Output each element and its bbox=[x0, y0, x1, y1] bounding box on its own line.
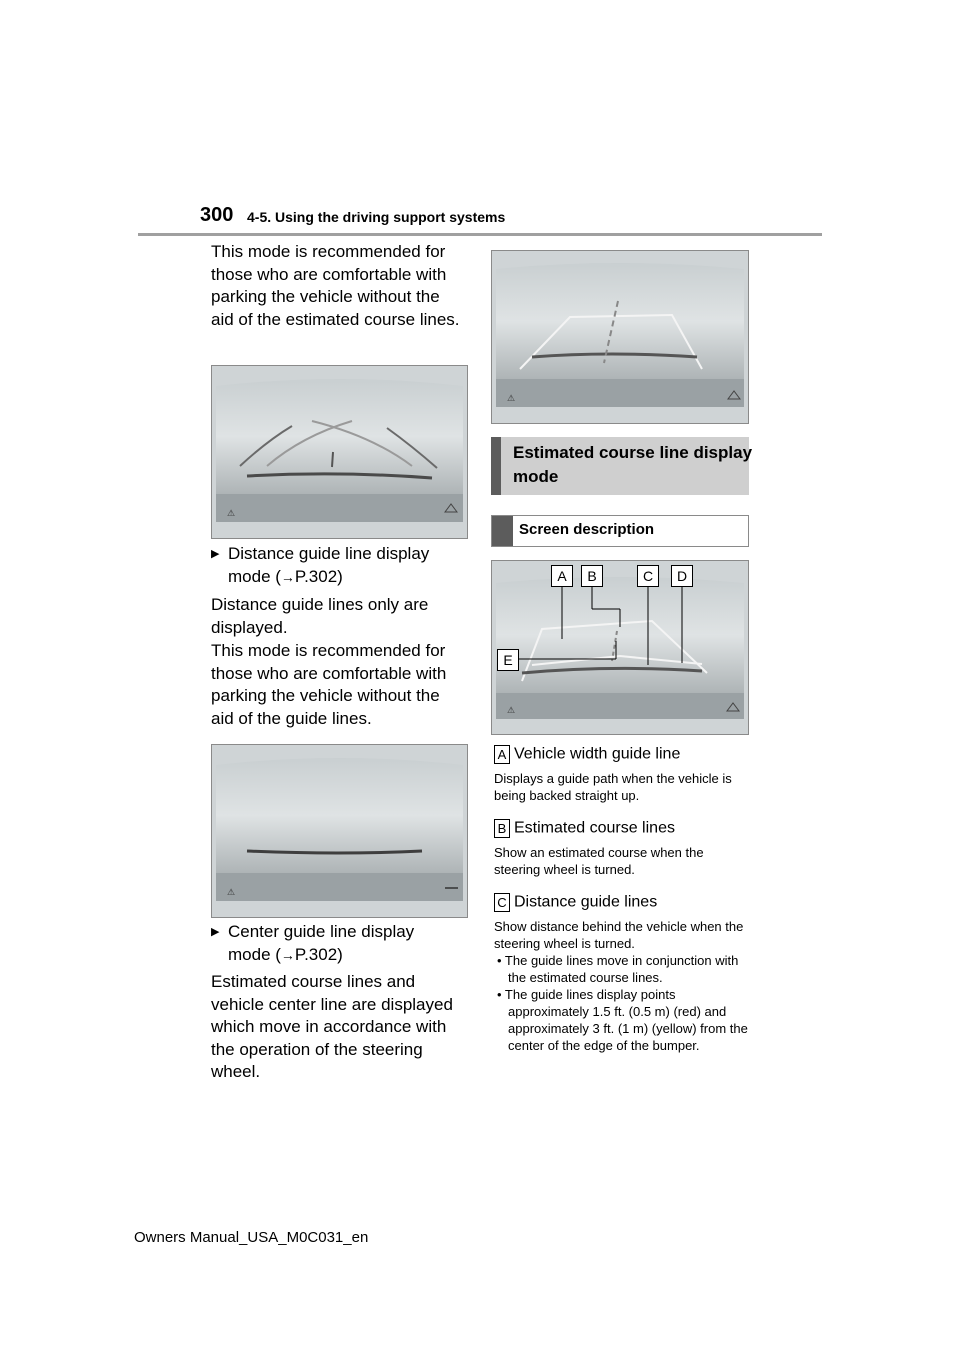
callout-c: C bbox=[637, 565, 659, 587]
svg-text:⚠: ⚠ bbox=[227, 509, 236, 519]
distance-mode-bullet bbox=[211, 543, 458, 588]
legend-item-c bbox=[494, 893, 749, 1054]
distance-mode-desc-1: Distance guide lines only are displayed. bbox=[211, 595, 429, 637]
triangle-bullet-icon: ▶ bbox=[211, 548, 220, 560]
footer-text: Owners Manual_USA_M0C031_en bbox=[134, 1229, 369, 1246]
screen-image-no-course-lines bbox=[211, 365, 468, 539]
center-mode-desc: Estimated course lines and vehicle center line are displayed which move in accordance with the operation of the steering wheel. bbox=[211, 972, 453, 1081]
distance-mode-desc-2: This mode is recommended for those who are comfortable with parking the vehicle without the aid of the guide lines. bbox=[211, 641, 447, 728]
callout-a: A bbox=[551, 565, 573, 587]
legend-item-b bbox=[494, 819, 749, 878]
center-mode-bullet bbox=[211, 921, 458, 966]
legend-title-a: Vehicle width guide line bbox=[514, 745, 681, 763]
subheading-marker bbox=[492, 516, 513, 546]
callout-b: B bbox=[581, 565, 603, 587]
section-title: 4-5. Using the driving support systems bbox=[247, 209, 506, 225]
legend-desc-b: Show an estimated course when the steering wheel is turned. bbox=[494, 845, 704, 877]
legend-desc-a: Displays a guide path when the vehicle is being backed straight up. bbox=[494, 771, 732, 803]
distance-mode-title: Distance guide line display mode ( bbox=[228, 544, 430, 586]
svg-text:⚠: ⚠ bbox=[507, 394, 516, 404]
legend-desc-c: Show distance behind the vehicle when the steering wheel is turned. bbox=[494, 919, 744, 951]
subheading: Screen description bbox=[519, 521, 655, 538]
callout-e: E bbox=[497, 649, 519, 671]
legend-title-b: Estimated course lines bbox=[514, 819, 675, 837]
legend-item-a bbox=[494, 745, 749, 804]
note-item: • The guide lines display points approximately 1.5 ft. (0.5 m) (red) and approximately 3 ft. (1 m) (yellow) from the center of the edge of the bumper. bbox=[497, 987, 748, 1053]
callout-d: D bbox=[671, 565, 693, 587]
section-heading: Estimated course line display mode bbox=[513, 443, 753, 486]
svg-text:⚠: ⚠ bbox=[507, 706, 516, 716]
right-arrow-icon: → bbox=[280, 946, 295, 963]
center-mode-title: Center guide line display mode ( bbox=[228, 922, 415, 964]
triangle-bullet-icon: ▶ bbox=[211, 926, 220, 938]
right-arrow-icon: → bbox=[280, 568, 295, 585]
center-mode-ref[interactable]: P.302) bbox=[294, 944, 343, 964]
screen-image-described bbox=[491, 560, 749, 735]
subheading-box bbox=[491, 515, 749, 547]
header-rule bbox=[138, 233, 822, 236]
legend-tag-a: A bbox=[494, 745, 510, 764]
legend-tag-c: C bbox=[494, 893, 510, 912]
svg-text:⚠: ⚠ bbox=[227, 888, 236, 898]
legend-tag-b: B bbox=[494, 819, 510, 838]
intro-paragraph: This mode is recommended for those who are comfortable with parking the vehicle without the aid of the estimated course lines. bbox=[211, 242, 460, 329]
screen-image-distance-lines bbox=[211, 744, 468, 918]
heading-box bbox=[491, 437, 753, 495]
screen-image-center-lines bbox=[491, 250, 749, 424]
page-number: 300 bbox=[200, 204, 234, 226]
distance-mode-ref[interactable]: P.302) bbox=[294, 566, 343, 586]
note-item: • The guide lines move in conjunction with the estimated course lines. bbox=[497, 953, 739, 985]
legend-title-c: Distance guide lines bbox=[514, 893, 658, 911]
